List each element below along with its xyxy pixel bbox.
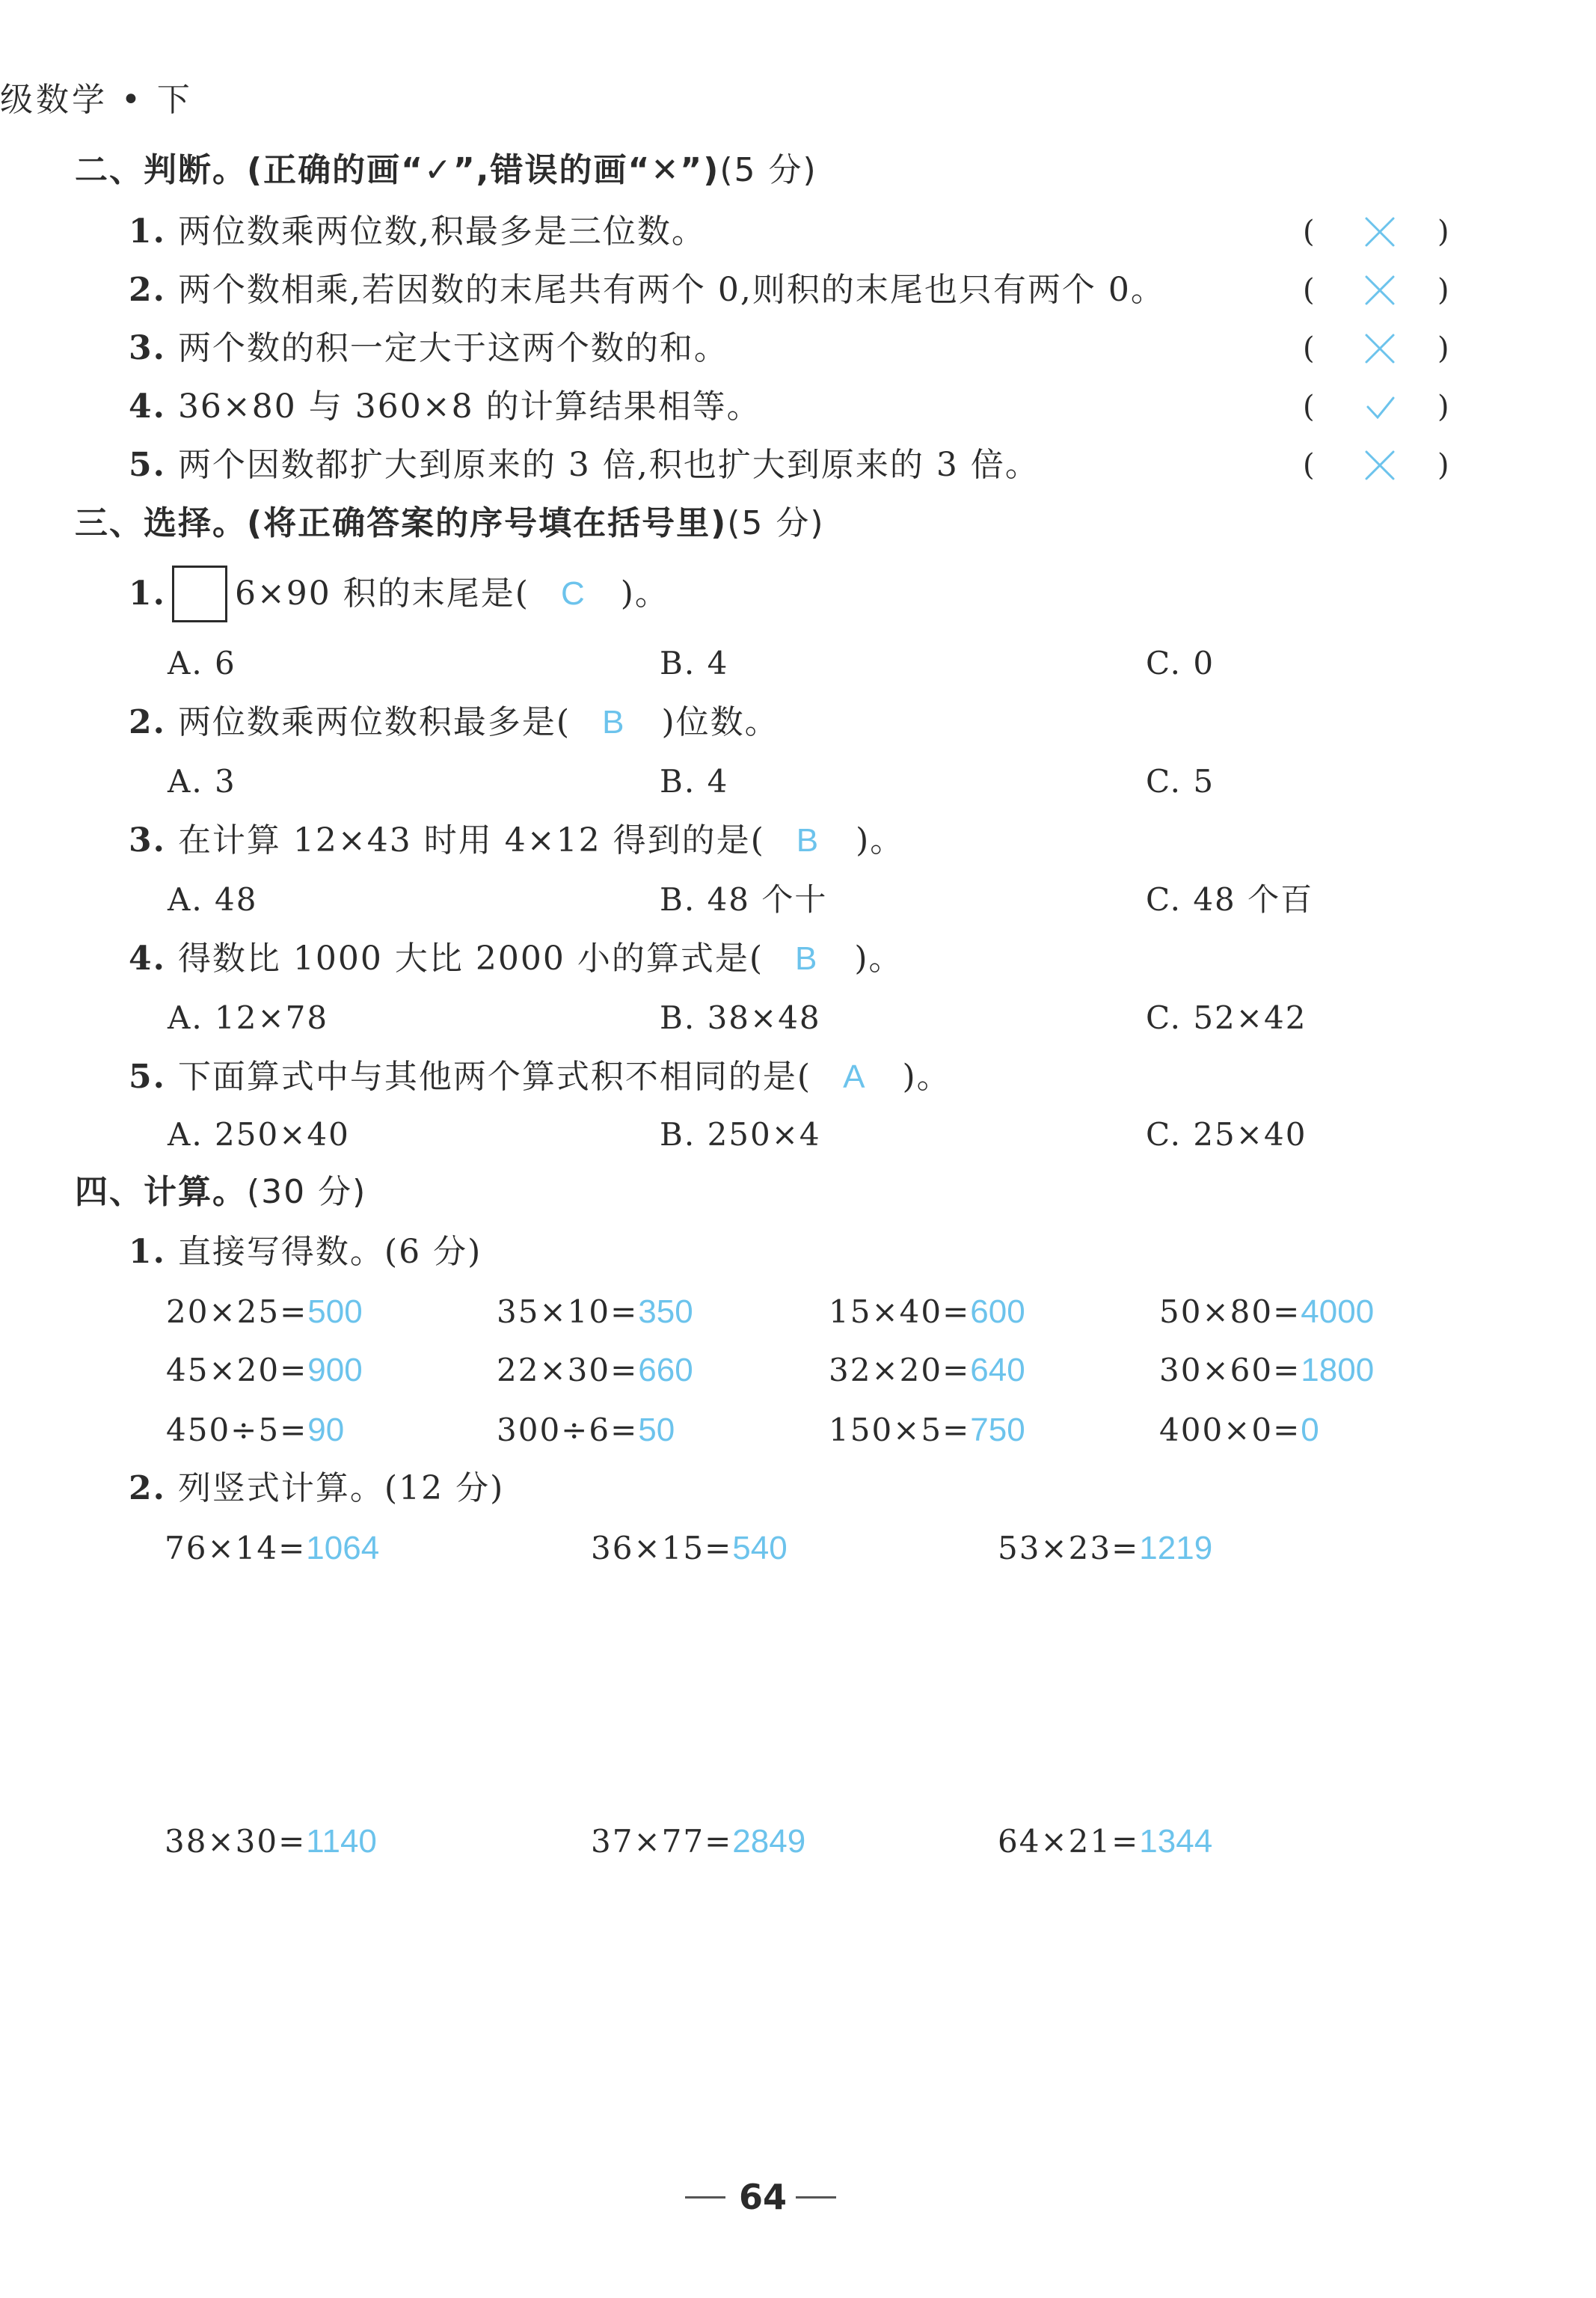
answer-bracket-open: (	[1303, 390, 1315, 424]
judge-item-4	[129, 387, 761, 426]
calc-expression: 30×60=	[1159, 1352, 1301, 1388]
calc-answer: 1140	[306, 1823, 377, 1860]
option-c: C. 48 个百	[1146, 881, 1314, 918]
calc-item	[497, 1414, 675, 1447]
question-text: 两个数的积一定大于这两个数的和。	[177, 329, 728, 367]
calc-item	[998, 1825, 1212, 1858]
question-number: 2.	[129, 1469, 166, 1507]
question-number: 5.	[129, 1058, 166, 1096]
question-number: 5.	[129, 446, 166, 484]
option-c: C. 52×42	[1146, 999, 1307, 1036]
option-a: A. 48	[168, 881, 258, 918]
question-number: 3.	[129, 821, 166, 860]
question-text-after: )。	[620, 574, 669, 613]
question-text-before: 下面算式中与其他两个算式积不相同的是(	[177, 1058, 812, 1096]
judge-item-3	[129, 329, 728, 367]
calc-item	[1159, 1414, 1319, 1447]
question-text: 两个数相乘,若因数的末尾共有两个 0,则积的末尾也只有两个 0。	[177, 271, 1165, 309]
calc-expression: 64×21=	[998, 1823, 1140, 1860]
question-text-before: 6×90 积的末尾是(	[234, 574, 530, 613]
question-text-before: 得数比 1000 大比 2000 小的算式是(	[177, 940, 764, 978]
calc-answer: 600	[970, 1293, 1025, 1330]
question-number: 3.	[129, 329, 166, 367]
calc-answer: 1219	[1139, 1530, 1213, 1566]
page-number: 64	[739, 2177, 788, 2217]
answer-bracket-close: )	[1437, 331, 1449, 366]
option-a: A. 6	[168, 645, 236, 681]
option-b: B. 4	[660, 645, 729, 681]
calc-item	[1159, 1293, 1375, 1330]
answer-bracket-close: )	[1437, 273, 1449, 307]
question-text-after: )。	[854, 940, 903, 978]
calc-expression: 35×10=	[497, 1293, 639, 1330]
answer-bracket-open: (	[1303, 273, 1315, 307]
calc-answer: 4000	[1301, 1293, 1375, 1330]
calc-answer: 90	[307, 1412, 345, 1448]
calc-answer: 1064	[306, 1530, 380, 1566]
option-b: B. 250×4	[660, 1116, 821, 1153]
choice-item-1	[129, 566, 669, 622]
calc-item	[829, 1293, 1025, 1330]
section-judge-points: (5 分)	[719, 151, 817, 189]
question-text: 36×80 与 360×8 的计算结果相等。	[177, 387, 761, 426]
answer-bracket-open: (	[1303, 448, 1315, 482]
calc-item	[497, 1293, 693, 1330]
calc-expression: 36×15=	[591, 1530, 733, 1566]
page-number-dash-left	[685, 2196, 725, 2199]
question-text-after: )。	[902, 1058, 951, 1096]
question-number: 4.	[129, 387, 166, 426]
calc-expression: 22×30=	[497, 1352, 639, 1388]
calc-item	[591, 1532, 788, 1565]
choice-item-4	[129, 940, 903, 978]
calc-item	[829, 1354, 1025, 1387]
option-c: C. 5	[1146, 763, 1215, 800]
option-c: C. 25×40	[1146, 1116, 1307, 1153]
calc-expression: 15×40=	[829, 1293, 971, 1330]
answer-bracket-close: )	[1437, 390, 1449, 424]
judge-item-1	[129, 212, 706, 251]
section-judge-heading: 二、判断。(正确的画“✓”,错误的画“✕”)	[75, 151, 720, 189]
calc-answer: 50	[638, 1412, 675, 1448]
calc-answer: 750	[970, 1412, 1025, 1448]
option-c: C. 0	[1146, 645, 1215, 681]
question-text-after: )位数。	[661, 703, 779, 741]
calc-expression: 300÷6=	[497, 1412, 639, 1448]
calc-answer: 1344	[1139, 1823, 1213, 1860]
choice-answer: C	[560, 575, 586, 612]
option-a: A. 12×78	[168, 999, 329, 1036]
calc-answer: 0	[1301, 1412, 1319, 1448]
blank-box	[172, 566, 227, 622]
wrong-mark-icon	[1357, 443, 1402, 488]
question-number: 2.	[129, 271, 166, 309]
check-mark-icon	[1357, 384, 1402, 429]
page-number-dash-right	[796, 2196, 836, 2199]
section-choice-title	[75, 504, 825, 542]
calc-expression: 53×23=	[998, 1530, 1140, 1566]
calc-item	[1159, 1354, 1374, 1387]
calc-answer: 2849	[732, 1823, 806, 1860]
choice-item-2	[129, 703, 779, 741]
question-number: 1.	[129, 574, 166, 613]
calc-answer: 1800	[1301, 1352, 1375, 1388]
section-choice-heading: 三、选择。(将正确答案的序号填在括号里)	[75, 504, 728, 542]
question-number: 4.	[129, 940, 166, 978]
calc-item	[497, 1354, 693, 1387]
judge-item-5	[129, 446, 1040, 484]
question-number: 2.	[129, 703, 166, 741]
calc-part1-heading: 直接写得数。(6 分)	[177, 1233, 482, 1271]
section-calc-title	[75, 1173, 367, 1211]
calc-answer: 350	[638, 1293, 693, 1330]
question-text: 两位数乘两位数,积最多是三位数。	[177, 212, 706, 251]
calc-item	[165, 1825, 377, 1858]
wrong-mark-icon	[1357, 268, 1402, 313]
answer-bracket-close: )	[1437, 215, 1449, 249]
question-text-before: 在计算 12×43 时用 4×12 得到的是(	[177, 821, 765, 860]
answer-bracket-open: (	[1303, 331, 1315, 366]
calc-expression: 45×20=	[166, 1352, 308, 1388]
calc-expression: 150×5=	[829, 1412, 971, 1448]
choice-answer: B	[795, 940, 819, 977]
calc-item	[829, 1414, 1025, 1447]
calc-answer: 540	[732, 1530, 788, 1566]
calc-expression: 400×0=	[1159, 1412, 1301, 1448]
option-b: B. 48 个十	[660, 881, 828, 918]
page-header: 级数学 • 下	[0, 81, 193, 119]
choice-item-5	[129, 1058, 951, 1096]
option-b: B. 4	[660, 763, 729, 800]
choice-answer: B	[602, 704, 626, 741]
calc-item	[166, 1414, 344, 1447]
calc-item	[165, 1532, 379, 1565]
wrong-mark-icon	[1357, 209, 1402, 254]
question-number: 1.	[129, 212, 166, 251]
wrong-mark-icon	[1357, 326, 1402, 371]
calc-expression: 76×14=	[165, 1530, 307, 1566]
choice-item-3	[129, 821, 905, 860]
calc-part2-heading: 列竖式计算。(12 分)	[177, 1469, 505, 1507]
judge-item-2	[129, 271, 1165, 309]
option-a: A. 3	[168, 763, 236, 800]
calc-expression: 38×30=	[165, 1823, 307, 1860]
option-b: B. 38×48	[660, 999, 821, 1036]
section-calc-points: (30 分)	[247, 1173, 367, 1211]
question-text-before: 两位数乘两位数积最多是(	[177, 703, 571, 741]
calc-item	[998, 1532, 1212, 1565]
question-text-after: )。	[856, 821, 905, 860]
calc-expression: 32×20=	[829, 1352, 971, 1388]
answer-bracket-open: (	[1303, 215, 1315, 249]
calc-expression: 50×80=	[1159, 1293, 1301, 1330]
calc-part1-title	[129, 1233, 482, 1271]
choice-answer: B	[796, 822, 820, 859]
section-choice-points: (5 分)	[727, 504, 825, 542]
calc-answer: 660	[638, 1352, 693, 1388]
calc-answer: 900	[307, 1352, 363, 1388]
option-a: A. 250×40	[168, 1116, 350, 1153]
calc-expression: 37×77=	[591, 1823, 733, 1860]
calc-answer: 500	[307, 1293, 363, 1330]
calc-part2-title	[129, 1469, 505, 1507]
section-judge-title	[75, 151, 817, 189]
calc-item	[591, 1825, 805, 1858]
calc-expression: 450÷5=	[166, 1412, 308, 1448]
question-number: 1.	[129, 1233, 166, 1271]
choice-answer: A	[843, 1058, 867, 1095]
question-text: 两个因数都扩大到原来的 3 倍,积也扩大到原来的 3 倍。	[177, 446, 1040, 484]
answer-bracket-close: )	[1437, 448, 1449, 482]
section-calc-heading: 四、计算。	[75, 1173, 247, 1211]
calc-item	[166, 1293, 363, 1330]
calc-expression: 20×25=	[166, 1293, 308, 1330]
calc-item	[166, 1354, 363, 1387]
calc-answer: 640	[970, 1352, 1025, 1388]
